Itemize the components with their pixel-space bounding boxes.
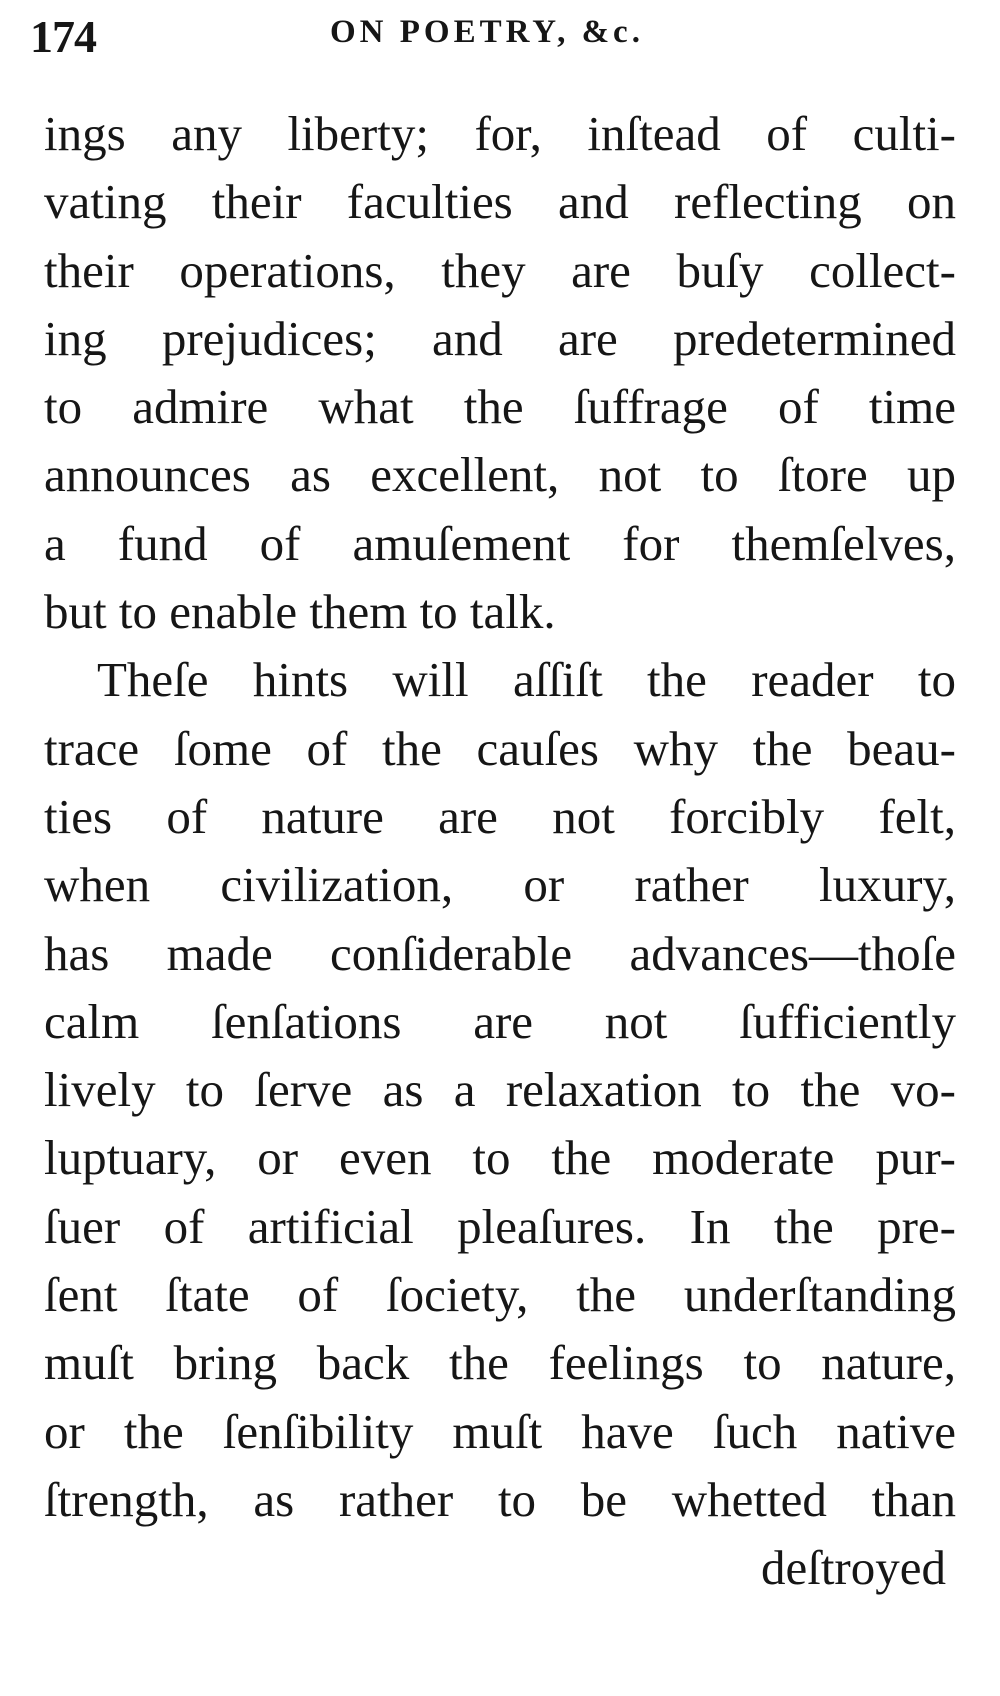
page-number: 174 <box>30 11 96 62</box>
text-line: ſtrength, as rather to be whetted than <box>44 1471 956 1527</box>
text-line: muſt bring back the feelings to nature, <box>44 1335 956 1391</box>
text-line: lively to ſerve as a relaxation to the vo- <box>44 1062 956 1118</box>
running-head: ON POETRY, &c. <box>330 14 644 50</box>
text-line: announces as excellent, not to ſtore up <box>44 447 956 503</box>
text-line: or the ſenſibility muſt have ſuch native <box>44 1403 956 1459</box>
paragraph-2 <box>44 646 956 1534</box>
text-line: but to enable them to talk. <box>44 584 556 640</box>
text-line: when civilization, or rather luxury, <box>44 857 956 913</box>
text-line: luptuary, or even to the moderate pur- <box>44 1130 956 1186</box>
text-line: vating their faculties and reflecting on <box>44 174 956 230</box>
catchword: deſtroyed <box>760 1540 946 1596</box>
text-line: ing prejudices; and are predetermined <box>44 310 956 366</box>
text-line: their operations, they are buſy collect- <box>44 242 956 298</box>
text-line: calm ſenſations are not ſufficiently <box>44 993 956 1049</box>
text-line: Theſe hints will aſſiſt the reader to <box>97 652 956 708</box>
page-header <box>0 0 1000 80</box>
text-line: to admire what the ſuffrage of time <box>44 379 956 435</box>
text-line: ſent ſtate of ſociety, the underſtanding <box>44 1267 956 1323</box>
text-line: has made conſiderable advances—thoſe <box>44 925 956 981</box>
text-line: trace ſome of the cauſes why the beau- <box>44 720 956 776</box>
text-line: ings any liberty; for, inſtead of culti- <box>44 106 956 161</box>
paragraph-1 <box>44 100 956 646</box>
text-line: a fund of amuſement for themſelves, <box>44 515 956 571</box>
text-line: ſuer of artificial pleaſures. In the pre- <box>44 1198 956 1254</box>
body-text <box>44 100 956 1603</box>
text-line: ties of nature are not forcibly felt, <box>44 788 956 844</box>
